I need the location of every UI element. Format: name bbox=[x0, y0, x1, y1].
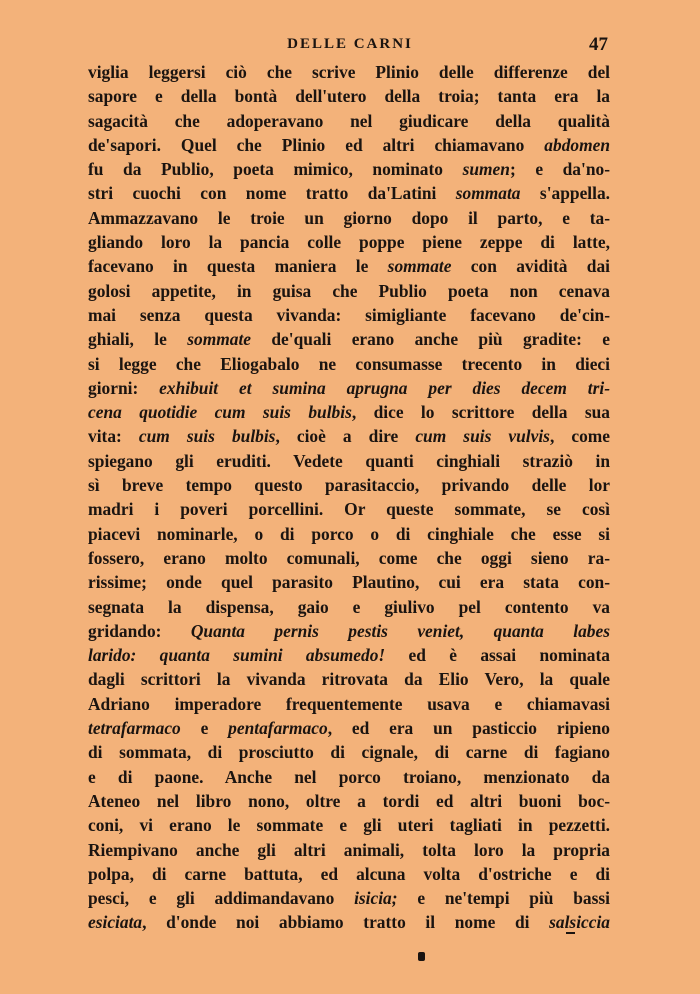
italic-text: exhibuit et sumina aprugna per dies decem tri- bbox=[159, 377, 610, 398]
page-number: 47 bbox=[589, 34, 608, 55]
text-line bbox=[88, 497, 610, 521]
text-run: gliando loro la pancia colle poppe piene zeppe di latte, bbox=[88, 232, 610, 253]
text-line bbox=[88, 181, 610, 205]
text-line bbox=[88, 813, 610, 837]
text-line bbox=[88, 667, 610, 691]
text-line bbox=[88, 473, 610, 497]
text-line bbox=[88, 643, 610, 667]
text-run: con avidità dai bbox=[451, 256, 611, 277]
text-run: Ammazzavano le troie un giorno dopo il parto, e ta- bbox=[88, 207, 610, 228]
text-run: Riempivano anche gli altri animali, tolta loro la propria bbox=[88, 839, 610, 860]
text-run: pesci, e gli addimandavano bbox=[88, 888, 355, 909]
text-line bbox=[88, 910, 610, 934]
text-run: si legge che Eliogabalo ne consumasse trecento in dieci bbox=[88, 353, 610, 374]
text-line bbox=[88, 570, 610, 594]
text-run: sagacità che adoperavano nel giudicare della qualità bbox=[88, 110, 610, 131]
text-run: polpa, di carne battuta, ed alcuna volta d'ostriche e di bbox=[88, 863, 610, 884]
text-run: e di paone. Anche nel porco troiano, menzionato da bbox=[88, 766, 610, 787]
text-run: , ed era un pasticcio ripieno bbox=[327, 718, 610, 739]
print-mark-dash bbox=[566, 932, 575, 934]
italic-text: cum suis vulvis bbox=[415, 426, 550, 447]
italic-text: isicia; bbox=[354, 888, 398, 909]
text-run: mai senza questa vivanda: simigliante facevano de'cin- bbox=[88, 304, 610, 325]
text-run: fu da Publio, poeta mimico, nominato bbox=[88, 159, 463, 180]
text-line bbox=[88, 619, 610, 643]
italic-text: esiciata bbox=[88, 912, 143, 933]
italic-text: Quanta pernis pestis veniet, quanta labes bbox=[190, 620, 610, 641]
text-line bbox=[88, 133, 610, 157]
text-run: di sommata, di prosciutto di cignale, di carne di fagiano bbox=[88, 742, 610, 763]
text-line bbox=[88, 546, 610, 570]
text-line bbox=[88, 279, 610, 303]
text-run: ; e da'no- bbox=[509, 159, 610, 180]
text-line bbox=[88, 765, 610, 789]
italic-text: sommata bbox=[455, 183, 521, 204]
text-line bbox=[88, 157, 610, 181]
text-line bbox=[88, 789, 610, 813]
print-mark-dot bbox=[418, 952, 425, 961]
page-header bbox=[90, 36, 610, 60]
italic-text: sommate bbox=[387, 256, 452, 277]
text-line bbox=[88, 886, 610, 910]
running-title: DELLE CARNI bbox=[287, 36, 413, 52]
italic-text: abdomen bbox=[544, 134, 610, 155]
text-run: rissime; onde quel parasito Plautino, cui era stata con- bbox=[88, 572, 610, 593]
text-line bbox=[88, 327, 610, 351]
text-line bbox=[88, 692, 610, 716]
text-line bbox=[88, 230, 610, 254]
text-line bbox=[88, 716, 610, 740]
text-run: madri i poveri porcellini. Or queste sommate, se così bbox=[88, 499, 610, 520]
text-run: de'sapori. Quel che Plinio ed altri chiamavano bbox=[88, 134, 545, 155]
text-line bbox=[88, 376, 610, 400]
italic-text: tetrafarmaco bbox=[88, 718, 181, 739]
text-line bbox=[88, 595, 610, 619]
text-line bbox=[88, 84, 610, 108]
italic-text: cena quotidie cum suis bulbis bbox=[88, 402, 352, 423]
text-line bbox=[88, 254, 610, 278]
text-line bbox=[88, 740, 610, 764]
text-run: , come bbox=[549, 426, 610, 447]
text-run: spiegano gli eruditi. Vedete quanti cinghiali straziò in bbox=[88, 450, 610, 471]
text-run: ghiali, le bbox=[88, 329, 188, 350]
body-text bbox=[88, 60, 610, 935]
text-run: de'quali erano anche più gradite: e bbox=[251, 329, 611, 350]
text-run: coni, vi erano le sommate e gli uteri tagliati in pezzetti. bbox=[88, 815, 610, 836]
italic-text: cum suis bulbis bbox=[138, 426, 276, 447]
text-run: e bbox=[180, 718, 229, 739]
italic-text: larido: quanta sumini absumedo! bbox=[88, 645, 386, 666]
text-run: sapore e della bontà dell'utero della troia; tanta era la bbox=[88, 86, 610, 107]
text-line bbox=[88, 303, 610, 327]
text-line bbox=[88, 862, 610, 886]
text-run: , cioè a dire bbox=[275, 426, 416, 447]
text-run: viglia leggersi ciò che scrive Plinio delle differenze del bbox=[88, 62, 610, 82]
text-run: , d'onde noi abbiamo tratto il nome di bbox=[142, 912, 550, 933]
text-run: fossero, erano molto comunali, come che oggi sieno ra- bbox=[88, 547, 610, 568]
text-run: facevano in questa maniera le bbox=[88, 256, 388, 277]
text-line bbox=[88, 60, 610, 84]
text-line bbox=[88, 206, 610, 230]
text-line bbox=[88, 400, 610, 424]
italic-text: sommate bbox=[187, 329, 251, 350]
text-run: s'appella. bbox=[520, 183, 610, 204]
text-run: dagli scrittori la vivanda ritrovata da Elio Vero, la quale bbox=[88, 669, 610, 690]
text-line bbox=[88, 449, 610, 473]
text-run: segnata la dispensa, gaio e giulivo pel contento va bbox=[88, 596, 610, 617]
text-run: vita: bbox=[88, 426, 139, 447]
text-line bbox=[88, 838, 610, 862]
text-run: stri cuochi con nome tratto da'Latini bbox=[88, 183, 456, 204]
text-run: ed è assai nominata bbox=[385, 645, 610, 666]
text-run: e ne'tempi più bassi bbox=[397, 888, 610, 909]
text-run: Ateneo nel libro nono, oltre a tordi ed altri buoni boc- bbox=[88, 790, 610, 811]
text-line bbox=[88, 109, 610, 133]
text-run: giorni: bbox=[88, 377, 160, 398]
text-run: Adriano imperadore frequentemente usava e chiamavasi bbox=[88, 693, 610, 714]
italic-text: sumen bbox=[462, 159, 510, 180]
text-run: gridando: bbox=[88, 620, 191, 641]
text-run: piacevi nominarle, o di porco o di cinghiale che esse si bbox=[88, 523, 610, 544]
text-run: , dice lo scrittore della sua bbox=[351, 402, 610, 423]
text-run: golosi appetite, in guisa che Publio poeta non cenava bbox=[88, 280, 610, 301]
text-line bbox=[88, 424, 610, 448]
italic-text: pentafarmaco bbox=[228, 718, 328, 739]
text-run: sì breve tempo questo parasitaccio, privando delle lor bbox=[88, 475, 610, 496]
text-line bbox=[88, 522, 610, 546]
italic-text: salsiccia bbox=[549, 912, 610, 933]
text-line bbox=[88, 352, 610, 376]
